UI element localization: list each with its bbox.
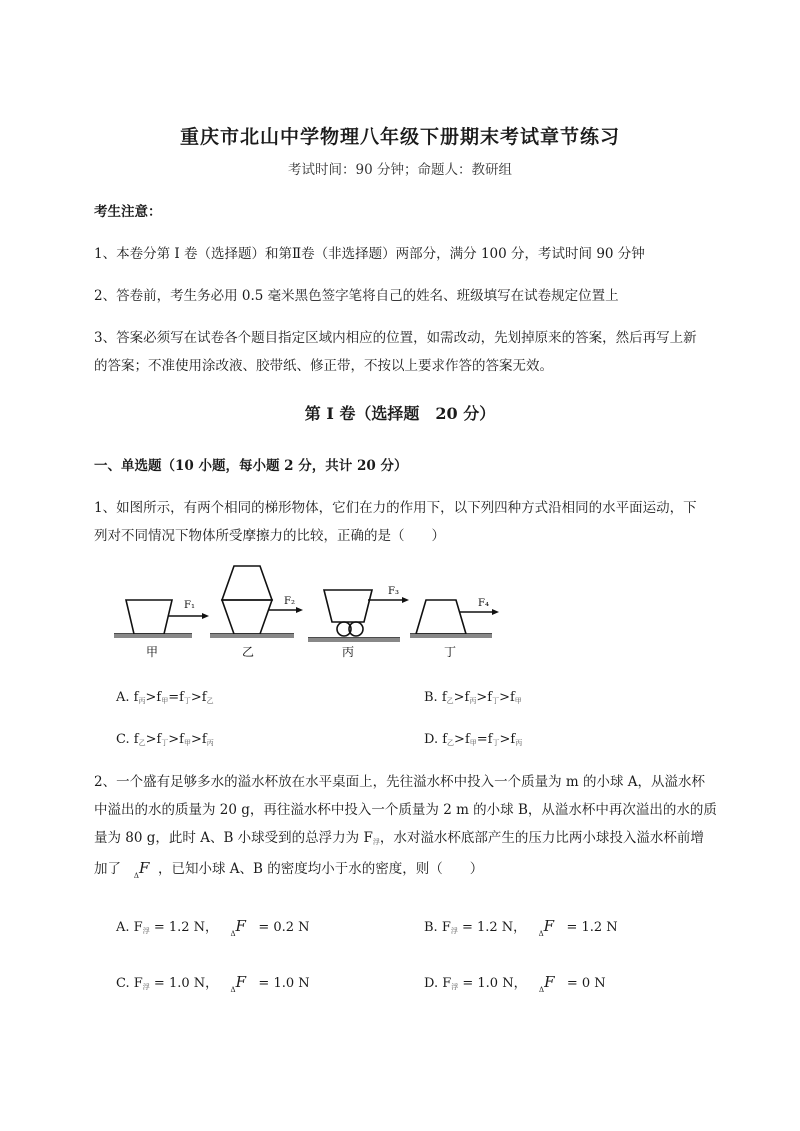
figure-label-ding: 丁 [444, 645, 457, 659]
trapezoid-bing [324, 590, 372, 622]
force-label-1: F₁ [184, 600, 195, 611]
q2-stem-line3: 量为 80 g，此时 A、B 小球受到的总浮力为 $F_浮$，水对溢水杯底部产生的压力比两小球投入溢水杯前增 [94, 830, 704, 846]
q1-stem-line2: 列对不同情况下物体所受摩擦力的比较，正确的是（ ） [94, 528, 445, 544]
q2-stem-line2: 中溢出的水的质量为 20 g，再往溢水杯中投入一个质量为 2 m 的小球 B，从溢水杯中再次溢出的水的质 [94, 802, 717, 818]
q1-option-b[interactable]: B. $f_乙>f_丙>f_丁>f_甲$ [424, 690, 522, 705]
force-label-2: F₂ [284, 596, 295, 607]
figure-label-yi: 乙 [242, 645, 255, 659]
notice-item-1: 1、本卷分第 I 卷（选择题）和第Ⅱ卷（非选择题）两部分，满分 100 分，考试时间 90 分钟 [94, 246, 645, 262]
notice-item-3: 3、答案必须写在试卷各个题目指定区域内相应的位置，如需改动，先划掉原来的答案，然后再写上新 [94, 330, 697, 346]
q1-figure [110, 560, 500, 660]
notice-item-3-cont: 的答案；不准使用涂改液、胶带纸、修正带，不按以上要求作答的答案无效。 [94, 358, 553, 374]
force-label-3: F₃ [388, 586, 399, 597]
exam-subtitle: 考试时间：90 分钟；命题人：教研组 [288, 162, 512, 178]
trapezoid-jia [126, 600, 172, 634]
figure-label-jia: 甲 [146, 645, 159, 659]
q2-option-b[interactable]: B. $F_浮 = 1.2$ N， $_\Delta$F = 1.2 N [424, 917, 618, 938]
section-title: 第 I 卷（选择题 20 分） [304, 404, 496, 423]
q2-stem-line4: 加了 $_\Delta$F ，已知小球 A、B 的密度均小于水的密度，则（ ） [94, 859, 484, 880]
q2-option-a[interactable]: A. $F_浮 = 1.2$ N， $_\Delta$F = 0.2 N [116, 917, 310, 938]
trapezoid-yi-top [222, 566, 272, 600]
exam-title: 重庆市北山中学物理八年级下册期末考试章节练习 [179, 126, 620, 148]
force-label-4: F₄ [478, 598, 489, 609]
q2-option-c[interactable]: C. $F_浮 = 1.0$ N， $_\Delta$F = 1.0 N [116, 973, 310, 994]
q2-stem-line1: 2、一个盛有足够多水的溢水杯放在水平桌面上，先往溢水杯中投入一个质量为 m 的小球 A，从溢水杯 [94, 774, 706, 790]
q1-stem-line1: 1、如图所示，有两个相同的梯形物体，它们在力的作用下，以下列四种方式沿相同的水平面运动，下 [94, 500, 697, 516]
notice-heading: 考生注意： [94, 204, 162, 220]
notice-item-2: 2、答卷前，考生务必用 0.5 毫米黑色签字笔将自己的姓名、班级填写在试卷规定位置上 [94, 288, 619, 304]
trapezoid-yi-bottom [222, 600, 272, 634]
q1-option-a[interactable]: A. $f_丙>f_甲=f_丁>f_乙$ [116, 690, 214, 705]
q1-option-d[interactable]: D. $f_乙>f_甲=f_丁>f_丙$ [424, 732, 523, 747]
q2-option-d[interactable]: D. $F_浮 = 1.0$ N， $_\Delta$F = 0 N [424, 973, 606, 994]
trapezoid-ding [416, 600, 466, 634]
q1-option-c[interactable]: C. $f_乙>f_丁>f_甲>f_丙$ [116, 732, 214, 747]
part-title: 一、单选题（10 小题，每小题 2 分，共计 20 分） [94, 458, 408, 474]
figure-label-bing: 丙 [342, 645, 355, 659]
